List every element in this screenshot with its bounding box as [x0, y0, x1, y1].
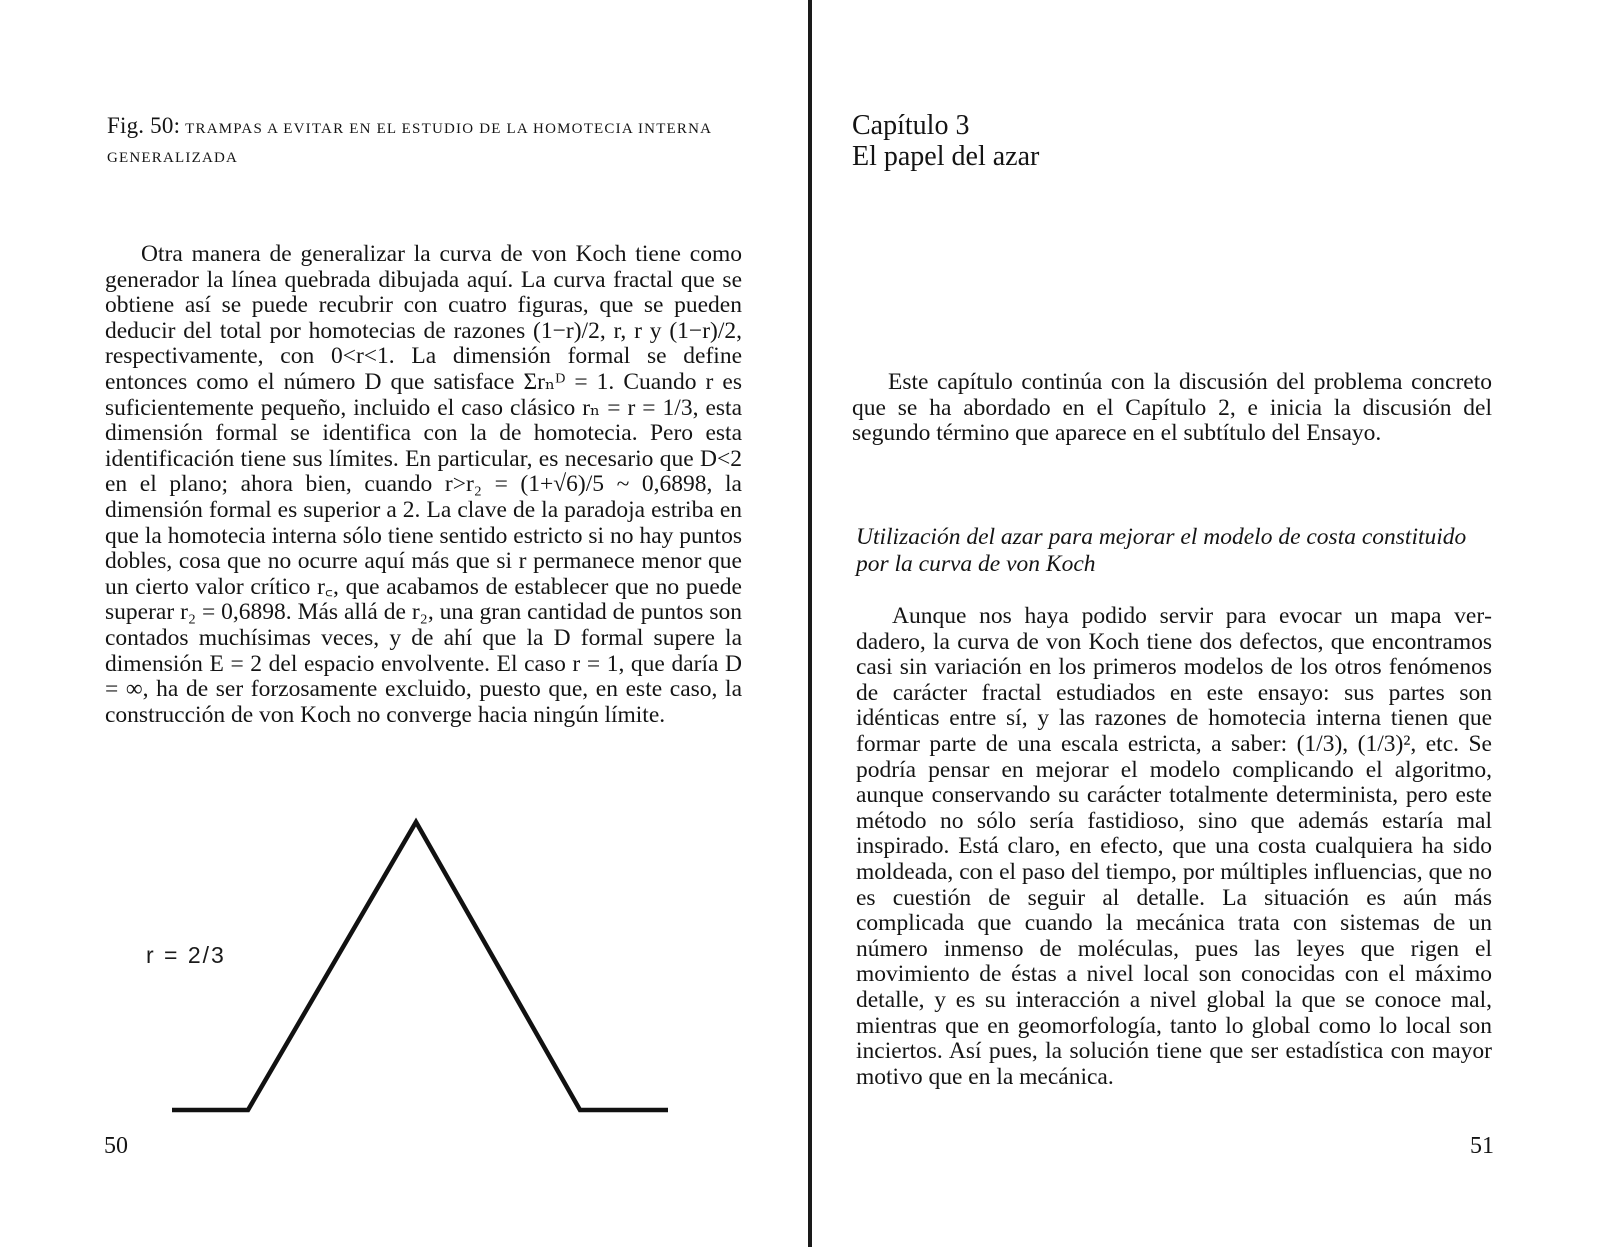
koch-generator-diagram: [150, 810, 690, 1130]
section-heading: Utilización del azar para mejorar el modelo de costa constituido por la curva de von Koch: [856, 524, 1467, 577]
book-spine-divider: [808, 0, 812, 1247]
r-value-label: r = 2/3: [146, 942, 226, 968]
chapter-number: Capítulo 3: [852, 110, 970, 141]
chapter-title: El papel del azar: [852, 141, 1040, 172]
generator-broken-line: [172, 822, 668, 1110]
chapter-intro-paragraph: Este capítulo continúa con la discusión del problema concreto que se ha abordado en el Capítulo 2, e inicia la discusión del segundo término que aparece en el subtítulo del Ensayo.: [852, 369, 1492, 447]
figure-caption-label: Fig. 50:: [107, 113, 181, 138]
page-number-left: 50: [104, 1133, 128, 1159]
page-number-right: 51: [1470, 1133, 1494, 1159]
figure-caption: [107, 112, 757, 172]
figure-caption-title: TRAMPAS A EVITAR EN EL ESTUDIO DE LA HOMOTECIA INTERNA GENERALIZADA: [107, 121, 712, 166]
right-body-paragraph: Aunque nos haya podido servir para evocar un mapa verdadero, la curva de von Koch tiene dos defectos, que encontramos casi sin variación en los primeros modelos de los otros fenómenos de carácter fractal estudiados en este ensayo: sus partes son idénticas entre sí, y las razones de homotecia interna tienen que formar parte de una escala estricta, a saber: (1/3), (1/3)², etc. Se podría pensar en mejorar el modelo complicando el algoritmo, aunque conservando su carácter totalmente determinista, pero este método no sólo sería fastidioso, sino que además estaría mal inspirado. Está claro, en efecto, que una costa cualquiera ha sido moldeada, con el paso del tiempo, por múltiples influencias, que no es cuestión de seguir al detalle. La situación es aún más complicada que cuando la mecánica trata con sistemas de un número inmenso de moléculas, pues las leyes que rigen el movimiento de éstas a nivel local son conocidas con el máximo detalle, y es su interacción a nivel global la que se conoce mal, mientras que en geomorfología, tanto lo global como lo local son inciertos. Así pues, la solución tiene que ser estadística con mayor motivo que en la mecánica.: [856, 603, 1492, 1090]
koch-generator-figure: [146, 810, 690, 1130]
chapter-heading: [852, 110, 1039, 172]
left-body-paragraph: Otra manera de generalizar la curva de von Koch tiene como generador la línea quebrada dibujada aquí. La curva fractal que se obtiene así se puede recubrir con cuatro figuras, que se pueden deducir del total por homotecias de razones (1−r)/2, r, r y (1−r)/2, respectivamente, con 0<r<1. La dimensión formal se define entonces como el número D que satisface Σrₙᴰ = 1. Cuando r es suficientemente pequeño, incluido el caso clásico rₙ = r = 1/3, esta dimensión formal se identifica con la de homotecia. Pero esta identificación tiene sus límites. En particular, es necesario que D<2 en el plano; ahora bien, cuando r>r₂ = (1+√6)/5 ~ 0,6898, la dimensión formal es superior a 2. La clave de la paradoja estriba en que la homotecia interna sólo tiene sentido estricto si no hay puntos dobles, cosa que no ocurre aquí más que si r permanece menor que un cierto valor crítico r꜀, que acabamos de establecer que no puede superar r₂ = 0,6898. Más allá de r₂, una gran cantidad de puntos son contados muchísimas veces, y de ahí que la D formal supere la dimensión E = 2 del espacio envolvente. El caso r = 1, que daría D = ∞, ha de ser forzosamente excluido, puesto que, en este caso, la construcción de von Koch no converge hacia ningún límite.: [105, 241, 742, 728]
